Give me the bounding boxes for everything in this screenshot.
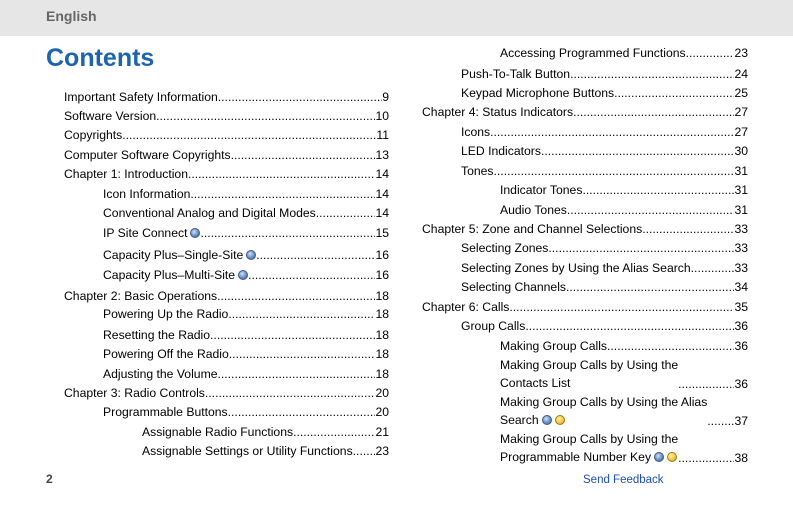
toc-entry-title	[103, 186, 190, 202]
toc-entry[interactable]	[103, 366, 389, 382]
toc-entry-title-line2: Contacts List	[500, 376, 571, 390]
toc-entry[interactable]	[461, 143, 748, 159]
toc-entry[interactable]	[461, 66, 748, 82]
dot-leader	[548, 240, 734, 256]
toc-entry-text: Computer Software Copyrights	[64, 148, 231, 162]
toc-entry[interactable]	[461, 279, 748, 295]
toc-entry-text: Audio Tones	[500, 203, 567, 217]
toc-page-number: 10	[375, 109, 389, 123]
toc-entry-text: Icons	[461, 125, 491, 139]
dot-leader	[122, 127, 376, 143]
toc-entry-text: Powering Up the Radio	[103, 307, 229, 321]
toc-entry-title	[142, 443, 353, 459]
toc-entry-title	[500, 393, 707, 429]
toc-entry[interactable]	[500, 356, 748, 392]
toc-entry-text: Resetting the Radio	[103, 328, 211, 342]
toc-entry-title	[500, 202, 567, 218]
toc-entry-title	[64, 108, 156, 124]
toc-entry-text: Chapter 1: Introduction	[64, 167, 188, 181]
toc-page-number: 33	[734, 241, 748, 255]
toc-entry[interactable]	[103, 225, 389, 241]
toc-entry-text: Software Version	[64, 109, 157, 123]
toc-entry-title	[500, 430, 678, 466]
toc-entry[interactable]	[64, 108, 389, 124]
dot-leader	[525, 318, 734, 334]
toc-entry-title	[64, 89, 218, 105]
toc-page-number: 18	[375, 328, 389, 342]
system-feature-icon	[542, 415, 552, 425]
toc-page-number: 14	[375, 187, 389, 201]
toc-page-number: 9	[382, 90, 389, 104]
toc-entry-text: Group Calls	[461, 319, 526, 333]
dot-leader	[614, 85, 734, 101]
toc-entry-title	[142, 424, 293, 440]
toc-entry-text: Indicator Tones	[500, 183, 583, 197]
toc-entry-text: Chapter 2: Basic Operations	[64, 289, 218, 303]
toc-entry[interactable]	[103, 327, 389, 343]
toc-entry-title	[461, 279, 566, 295]
toc-page-number: 30	[734, 144, 748, 158]
toc-page-number: 20	[375, 405, 389, 419]
toc-entry-title-line1: Making Group Calls by Using the	[500, 432, 679, 446]
optional-feature-icon	[555, 415, 565, 425]
toc-entry-title	[500, 356, 678, 392]
toc-page-number: 27	[734, 105, 748, 119]
dot-leader	[218, 366, 376, 382]
dot-leader	[509, 299, 734, 315]
toc-entry[interactable]	[461, 163, 748, 179]
toc-entry-title	[461, 240, 548, 256]
page-title: Contents	[46, 44, 155, 72]
toc-page-number: 21	[375, 425, 389, 439]
toc-entry[interactable]	[461, 85, 748, 101]
dot-leader	[678, 376, 734, 392]
language-bar	[0, 0, 793, 36]
toc-entry-title	[103, 346, 229, 362]
toc-entry-text: Programmable Buttons	[103, 405, 228, 419]
dot-leader	[218, 89, 382, 105]
dot-leader	[229, 346, 376, 362]
dot-leader	[707, 413, 734, 429]
toc-page-number: 31	[734, 203, 748, 217]
toc-page-number: 38	[734, 451, 748, 465]
toc-page-number: 18	[375, 289, 389, 303]
language-label: English	[46, 8, 97, 24]
toc-entry-text: Capacity Plus–Single-Site	[103, 248, 244, 262]
toc-entry-title-line1: Making Group Calls by Using the Alias	[500, 395, 708, 409]
toc-entry[interactable]	[64, 385, 389, 401]
toc-entry-title	[500, 338, 607, 354]
toc-entry-title	[64, 385, 205, 401]
dot-leader	[190, 186, 375, 202]
toc-entry-title-line2: Programmable Number Key	[500, 450, 652, 464]
dot-leader	[607, 338, 734, 354]
toc-entry-title	[103, 267, 248, 283]
toc-entry-title	[422, 221, 642, 237]
dot-leader	[228, 306, 375, 322]
toc-page-number: 16	[375, 268, 389, 282]
toc-entry[interactable]	[64, 127, 389, 143]
toc-page-number: 20	[375, 386, 389, 400]
toc-page-number: 36	[734, 319, 748, 333]
toc-entry-title	[103, 225, 200, 241]
toc-entry-text: Powering Off the Radio	[103, 347, 229, 361]
toc-entry-text: Push-To-Talk Button	[461, 67, 571, 81]
toc-entry[interactable]	[500, 338, 748, 354]
toc-entry-title	[461, 318, 525, 334]
toc-page-number: 33	[734, 261, 748, 275]
toc-entry-text: Selecting Zones	[461, 241, 549, 255]
dot-leader	[316, 205, 376, 221]
toc-entry-text: Selecting Channels	[461, 280, 567, 294]
dot-leader	[570, 66, 734, 82]
toc-page-number: 37	[734, 414, 748, 428]
dot-leader	[566, 279, 734, 295]
toc-entry-title	[500, 182, 582, 198]
toc-entry-text: Making Group Calls	[500, 339, 608, 353]
toc-page-number: 15	[375, 226, 389, 240]
toc-entry[interactable]	[142, 443, 389, 459]
toc-entry[interactable]	[103, 306, 389, 322]
toc-entry[interactable]	[64, 89, 389, 105]
toc-entry[interactable]	[422, 221, 748, 237]
system-feature-icon	[190, 228, 200, 238]
toc-entry-title	[422, 104, 573, 120]
toc-page-number: 11	[376, 128, 389, 142]
toc-entry[interactable]	[500, 393, 748, 429]
dot-leader	[678, 450, 734, 466]
toc-entry[interactable]	[461, 318, 748, 334]
toc-entry[interactable]	[500, 182, 748, 198]
dot-leader	[582, 182, 734, 198]
toc-entry-title	[103, 247, 256, 263]
toc-entry[interactable]	[64, 166, 389, 182]
toc-page-number: 35	[734, 300, 748, 314]
toc-entry[interactable]	[500, 45, 748, 61]
toc-entry-text: Chapter 6: Calls	[422, 300, 510, 314]
toc-entry[interactable]	[142, 424, 389, 440]
toc-entry[interactable]	[103, 186, 389, 202]
dot-leader	[156, 108, 375, 124]
optional-feature-icon	[667, 452, 677, 462]
toc-entry-title	[500, 45, 686, 61]
toc-entry-text: Tones	[461, 164, 494, 178]
dot-leader	[200, 225, 375, 241]
dot-leader	[256, 247, 375, 263]
toc-page-number: 25	[734, 86, 748, 100]
toc-entry-text: Assignable Settings or Utility Functions	[142, 444, 353, 458]
toc-page-number: 23	[375, 444, 389, 458]
toc-entry[interactable]	[500, 202, 748, 218]
toc-entry[interactable]	[64, 288, 389, 304]
toc-entry[interactable]	[103, 247, 389, 263]
dot-leader	[642, 221, 734, 237]
toc-entry[interactable]	[461, 260, 748, 276]
toc-entry-title	[64, 127, 122, 143]
toc-entry-title	[103, 404, 228, 420]
toc-page-number: 14	[375, 167, 389, 181]
dot-leader	[228, 404, 376, 420]
toc-entry-title	[103, 205, 316, 221]
toc-entry[interactable]	[103, 346, 389, 362]
toc-entry-text: Adjusting the Volume	[103, 367, 218, 381]
toc-entry-title	[64, 147, 231, 163]
dot-leader	[686, 45, 735, 61]
toc-entry-title	[103, 327, 210, 343]
toc-entry-title	[461, 66, 570, 82]
toc-entry-text: Chapter 4: Status Indicators	[422, 105, 574, 119]
toc-entry-text: Keypad Microphone Buttons	[461, 86, 615, 100]
toc-page-number: 33	[734, 222, 748, 236]
dot-leader	[494, 163, 735, 179]
toc-entry[interactable]	[500, 430, 748, 466]
toc-entry-text: Selecting Zones by Using the Alias Search	[461, 261, 691, 275]
toc-page-number: 27	[734, 125, 748, 139]
toc-entry[interactable]	[64, 147, 389, 163]
dot-leader	[691, 260, 735, 276]
dot-leader	[490, 124, 734, 140]
toc-entry-text: Copyrights	[64, 128, 123, 142]
toc-entry-title	[64, 288, 217, 304]
toc-page-number: 36	[734, 377, 748, 391]
toc-page-number: 24	[734, 67, 748, 81]
toc-entry-text: Important Safety Information	[64, 90, 218, 104]
dot-leader	[293, 424, 375, 440]
toc-entry[interactable]	[103, 267, 389, 283]
toc-page-number: 16	[375, 248, 389, 262]
system-feature-icon	[246, 250, 256, 260]
send-feedback-link[interactable]: Send Feedback	[583, 474, 664, 486]
toc-entry-title	[461, 143, 541, 159]
toc-entry-text: Capacity Plus–Multi-Site	[103, 268, 236, 282]
toc-entry[interactable]	[103, 404, 389, 420]
toc-entry-text: Icon Information	[103, 187, 191, 201]
dot-leader	[248, 267, 375, 283]
toc-entry-title	[103, 306, 228, 322]
toc-entry-title	[422, 299, 509, 315]
toc-entry-text: Chapter 5: Zone and Channel Selections	[422, 222, 643, 236]
toc-entry-title-line1: Making Group Calls by Using the	[500, 358, 679, 372]
toc-entry-title	[64, 166, 188, 182]
toc-entry-title	[461, 260, 691, 276]
toc-entry[interactable]	[461, 124, 748, 140]
toc-entry[interactable]	[103, 205, 389, 221]
dot-leader	[353, 443, 376, 459]
toc-entry-text: Conventional Analog and Digital Modes	[103, 206, 316, 220]
toc-entry-text: Assignable Radio Functions	[142, 425, 294, 439]
toc-page-number: 36	[734, 339, 748, 353]
toc-entry-text: IP Site Connect	[103, 226, 188, 240]
toc-page-number: 18	[375, 307, 389, 321]
page-number: 2	[46, 472, 53, 486]
toc-entry-text: LED Indicators	[461, 144, 541, 158]
toc-entry-title-line2: Search	[500, 413, 539, 427]
dot-leader	[188, 166, 375, 182]
toc-page-number: 18	[375, 367, 389, 381]
toc-entry[interactable]	[461, 240, 748, 256]
system-feature-icon	[238, 270, 248, 280]
dot-leader	[573, 104, 734, 120]
toc-entry-title	[461, 163, 494, 179]
toc-entry[interactable]	[422, 104, 748, 120]
dot-leader	[217, 288, 375, 304]
toc-page-number: 14	[375, 206, 389, 220]
system-feature-icon	[654, 452, 664, 462]
toc-page-number: 34	[734, 280, 748, 294]
dot-leader	[210, 327, 375, 343]
toc-page-number: 31	[734, 164, 748, 178]
toc-entry-title	[461, 124, 490, 140]
toc-entry-title	[103, 366, 218, 382]
toc-page-number: 13	[375, 148, 389, 162]
toc-page-number: 18	[375, 347, 389, 361]
dot-leader	[231, 147, 376, 163]
toc-entry-title	[461, 85, 614, 101]
toc-page-number: 23	[734, 46, 748, 60]
dot-leader	[205, 385, 376, 401]
toc-entry-text: Chapter 3: Radio Controls	[64, 386, 205, 400]
dot-leader	[567, 202, 735, 218]
toc-page-number: 31	[734, 183, 748, 197]
toc-entry-text: Accessing Programmed Functions	[500, 46, 686, 60]
dot-leader	[541, 143, 735, 159]
toc-entry[interactable]	[422, 299, 748, 315]
